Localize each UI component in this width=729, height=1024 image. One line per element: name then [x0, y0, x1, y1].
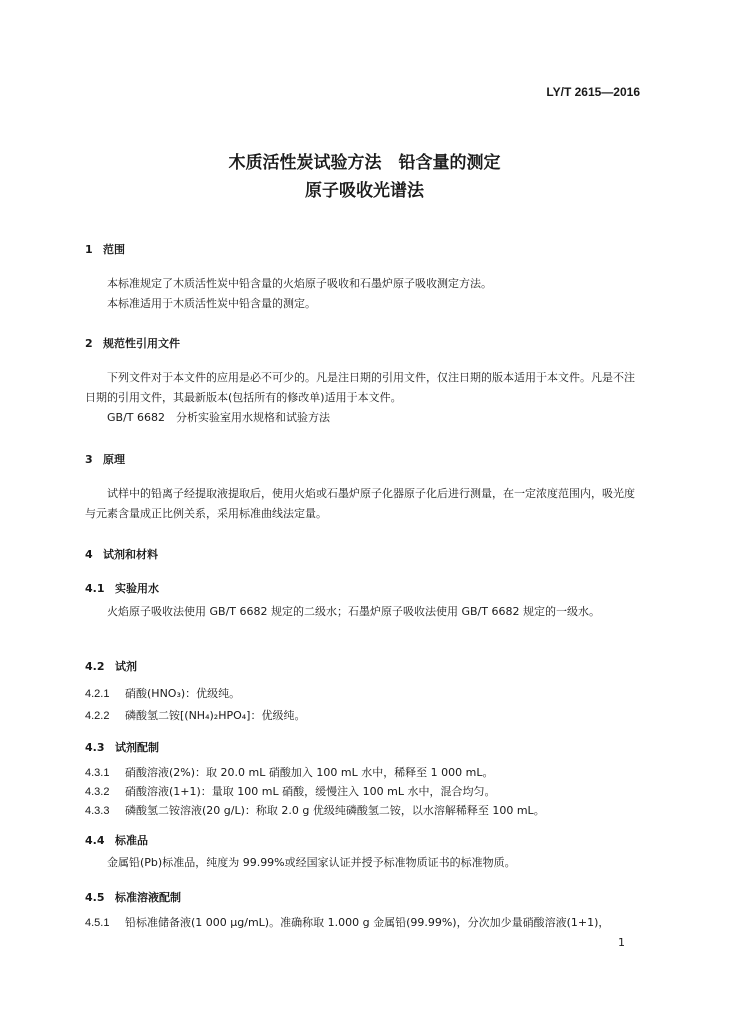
- section-title: 规范性引用文件: [103, 337, 180, 350]
- item-number: 4.2.2: [85, 710, 110, 722]
- page-number: 1: [618, 936, 625, 949]
- normative-reference: GB/T 6682 分析实验室用水规格和试验方法: [107, 411, 330, 424]
- section-number: 3: [85, 453, 93, 466]
- section-number: 2: [85, 337, 93, 350]
- subsection-title: 标准溶液配制: [115, 891, 181, 904]
- subsection-title: 实验用水: [115, 582, 159, 595]
- item-4-5-1: [85, 914, 609, 930]
- item-number: 4.5.1: [85, 917, 110, 929]
- section-title: 试剂和材料: [103, 548, 158, 561]
- section-number: 4: [85, 548, 93, 561]
- section-number: 1: [85, 243, 93, 256]
- section-4-3-heading: [85, 739, 159, 755]
- section-1-paragraph-2: 本标准适用于木质活性炭中铅含量的测定。: [107, 297, 316, 310]
- standard-number: LY/T 2615—2016: [546, 85, 640, 99]
- item-4-3-2: [85, 783, 495, 799]
- section-1-paragraph-1: 本标准规定了木质活性炭中铅含量的火焰原子吸收和石墨炉原子吸收测定方法。: [107, 277, 492, 290]
- section-4-1-heading: [85, 580, 159, 596]
- section-4-5-heading: [85, 889, 181, 905]
- subsection-number: 4.2: [85, 660, 105, 673]
- section-2-paragraph-1: 下列文件对于本文件的应用是必不可少的。凡是注日期的引用文件，仅注日期的版本适用于本文件。凡是不注日期的引用文件，其最新版本(包括所有的修改单)适用于本文件。: [85, 371, 635, 404]
- section-title: 范围: [103, 243, 125, 256]
- item-text: 铅标准储备液(1 000 μg/mL)。准确称取 1.000 g 金属铅(99.99%)，分次加少量硝酸溶液(1+1)，: [125, 916, 610, 929]
- section-title: 原理: [103, 453, 125, 466]
- item-4-3-1: [85, 764, 494, 780]
- section-4-4-paragraph: 金属铅(Pb)标准品，纯度为 99.99%或经国家认证并授予标准物质证书的标准物质。: [107, 856, 516, 869]
- item-number: 4.3.2: [85, 786, 110, 798]
- item-number: 4.3.3: [85, 805, 110, 817]
- section-4-1-paragraph: 火焰原子吸收法使用 GB/T 6682 规定的二级水；石墨炉原子吸收法使用 GB/T 6682 规定的一级水。: [107, 605, 600, 618]
- subsection-title: 试剂配制: [115, 741, 159, 754]
- section-1-heading: [85, 241, 125, 257]
- document-title: 木质活性炭试验方法 铅含量的测定: [228, 153, 501, 173]
- item-text: 硝酸溶液(1+1)：量取 100 mL 硝酸，缓慢注入 100 mL 水中，混合均匀。: [125, 785, 496, 798]
- section-3-paragraph-1: 试样中的铅离子经提取液提取后，使用火焰或石墨炉原子化器原子化后进行测量，在一定浓度范围内，吸光度与元素含量成正比例关系，采用标准曲线法定量。: [85, 487, 635, 520]
- subsection-number: 4.5: [85, 891, 105, 904]
- subsection-title: 标准品: [115, 834, 148, 847]
- subsection-number: 4.3: [85, 741, 105, 754]
- section-4-heading: [85, 546, 158, 562]
- section-4-2-heading: [85, 658, 137, 674]
- subsection-title: 试剂: [115, 660, 137, 673]
- item-text: 硝酸溶液(2%)：取 20.0 mL 硝酸加入 100 mL 水中，稀释至 1 000 mL。: [125, 766, 494, 779]
- section-3-heading: [85, 451, 125, 467]
- item-text: 磷酸氢二铵溶液(20 g/L)：称取 2.0 g 优级纯磷酸氢二铵，以水溶解稀释至 100 mL。: [125, 804, 545, 817]
- section-2-heading: [85, 335, 180, 351]
- item-number: 4.3.1: [85, 767, 110, 779]
- item-number: 4.2.1: [85, 688, 110, 700]
- item-text: 硝酸(HNO₃)：优级纯。: [125, 687, 241, 700]
- subsection-number: 4.1: [85, 582, 105, 595]
- item-4-3-3: [85, 802, 545, 818]
- section-4-4-heading: [85, 832, 148, 848]
- item-4-2-1: [85, 685, 240, 701]
- item-4-2-2: [85, 707, 305, 723]
- document-subtitle: 原子吸收光谱法: [305, 181, 424, 201]
- subsection-number: 4.4: [85, 834, 105, 847]
- item-text: 磷酸氢二铵[(NH₄)₂HPO₄]：优级纯。: [125, 709, 306, 722]
